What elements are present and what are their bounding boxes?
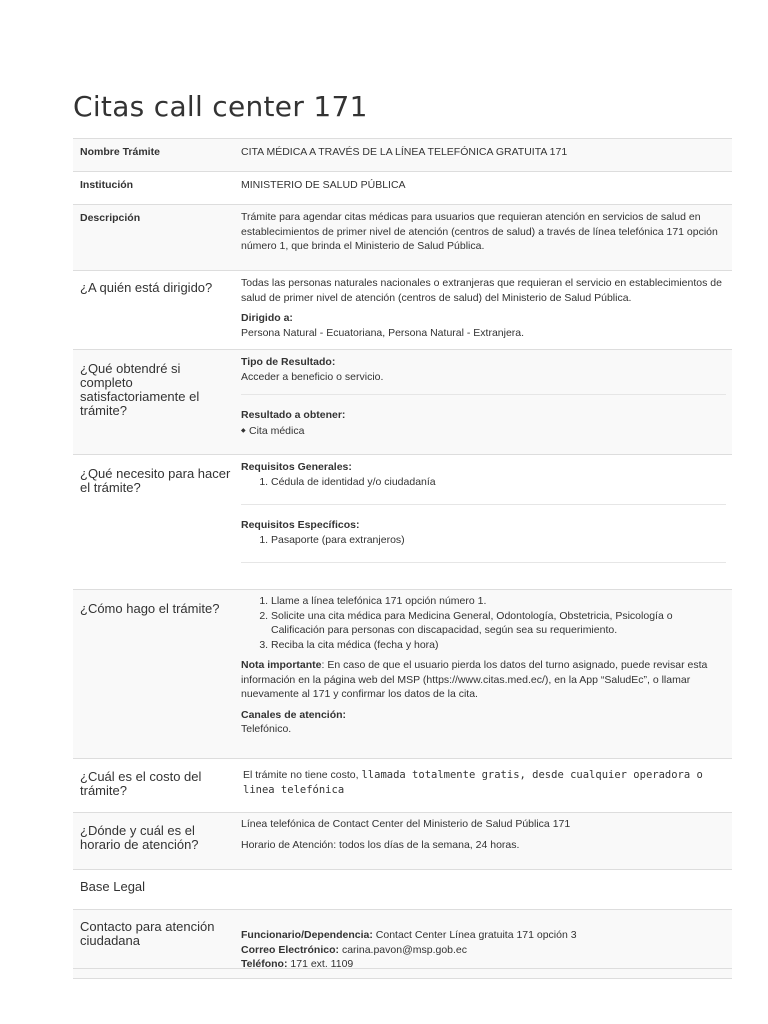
row-label: Nombre Trámite [80, 146, 160, 158]
row-obtendre [73, 350, 732, 455]
correo-label: Correo Electrónico: [241, 943, 340, 956]
horario-line1: Línea telefónica de Contact Center del Ministerio de Salud Pública 171 [241, 818, 571, 830]
row-value: Trámite para agendar citas médicas para usuarios que requieran atención en servicios de salud en establecimientos de primer nivel de atención (centros de salud) a través de línea telefónica 171 opción número 1, que brinda el Ministerio de Salud Pública. [241, 211, 718, 252]
contacto-correo [241, 943, 726, 958]
costo-text-emphasis: llamada totalmente gratis, desde cualquier operadora o linea telefónica [243, 769, 703, 796]
requisitos-generales-label: Requisitos Generales: [241, 461, 352, 473]
row-como [73, 590, 732, 759]
row-descripcion [73, 205, 732, 271]
dirigido-sublabel: Dirigido a: [241, 312, 293, 324]
row-value: MINISTERIO DE SALUD PÚBLICA [241, 179, 406, 191]
pasos-list [241, 594, 726, 652]
resultado-obtener-label: Resultado a obtener: [241, 409, 346, 421]
row-label: ¿Cómo hago el trámite? [80, 601, 220, 616]
row-label: ¿Qué necesito para hacer el trámite? [80, 466, 231, 495]
tipo-resultado-label: Tipo de Resultado: [241, 356, 336, 368]
divider [241, 394, 726, 395]
page-title: Citas call center 171 [73, 90, 368, 123]
row-horario [73, 813, 732, 870]
list-item: 1. Cédula de identidad y/o ciudadanía [271, 475, 726, 490]
divider [241, 504, 726, 505]
row-label: Base Legal [80, 879, 146, 894]
contacto-funcionario [241, 928, 726, 943]
row-base-legal [73, 870, 732, 910]
tipo-resultado-value: Acceder a beneficio o servicio. [241, 370, 384, 383]
procedure-info-table [73, 138, 732, 979]
row-label: ¿Qué obtendré si completo satisfactoriamente el trámite? [80, 361, 200, 418]
row-label: ¿A quién está dirigido? [80, 280, 213, 295]
requisitos-especificos-label: Requisitos Específicos: [241, 519, 360, 531]
resultado-list [241, 424, 726, 439]
row-dirigido [73, 271, 732, 350]
list-item: 3. Reciba la cita médica (fecha y hora) [271, 638, 726, 653]
canales-label: Canales de atención: [241, 708, 347, 721]
list-item: ◆ Cita médica [241, 424, 726, 439]
nota-importante [241, 658, 726, 702]
row-costo [73, 759, 732, 813]
nota-label: Nota importante [241, 659, 322, 671]
row-label: Contacto para atención ciudadana [80, 919, 215, 948]
list-item: 2. Solicite una cita médica para Medicina General, Odontología, Obstetricia, Psicología o Calificación para personas con discapacidad, según sea su requerimiento. [271, 609, 726, 638]
contacto-telefono [241, 957, 726, 972]
row-label: Institución [80, 179, 134, 191]
funcionario-value: Contact Center Línea gratuita 171 opción 3 [372, 929, 577, 941]
funcionario-label: Funcionario/Dependencia: [241, 929, 373, 941]
row-label: Descripción [80, 212, 141, 224]
row-necesito [73, 455, 732, 590]
divider [241, 562, 726, 563]
bottom-divider [73, 968, 732, 969]
requisitos-especificos-list [241, 533, 726, 548]
dirigido-value: Persona Natural - Ecuatoriana, Persona Natural - Extranjera. [241, 326, 525, 339]
row-value: CITA MÉDICA A TRAVÉS DE LA LÍNEA TELEFÓNICA GRATUITA 171 [241, 146, 568, 158]
correo-value: carina.pavon@msp.gob.ec [339, 943, 468, 956]
telefono-value: 171 ext. 1109 [287, 958, 354, 970]
row-label: ¿Cuál es el costo del trámite? [80, 769, 202, 798]
horario-line2: Horario de Atención: todos los días de la semana, 24 horas. [241, 838, 520, 851]
requisitos-generales-list [241, 475, 726, 490]
nota-text: : En caso de que el usuario pierda los datos del turno asignado, puede revisar esta información en la página web del MSP (https://www.citas.med.ec/), en la App “SaludEc”, o llamar nuevamente al 171 y confirmar los datos de la cita. [241, 659, 708, 700]
dirigido-text: Todas las personas naturales nacionales o extranjeras que requieran el servicio en establecimientos de salud de primer nivel de atención (centros de salud) del Ministerio de Salud Pública. [241, 277, 722, 304]
list-item: 1. Pasaporte (para extranjeros) [271, 533, 726, 548]
telefono-label: Teléfono: [241, 958, 288, 970]
costo-text: El trámite no tiene costo, [243, 769, 362, 781]
row-label: ¿Dónde y cuál es el horario de atención? [80, 823, 199, 852]
canales-value: Telefónico. [241, 723, 292, 735]
list-item: 1. Llame a línea telefónica 171 opción número 1. [271, 594, 726, 609]
row-institucion [73, 172, 732, 205]
row-nombre-tramite [73, 139, 732, 172]
